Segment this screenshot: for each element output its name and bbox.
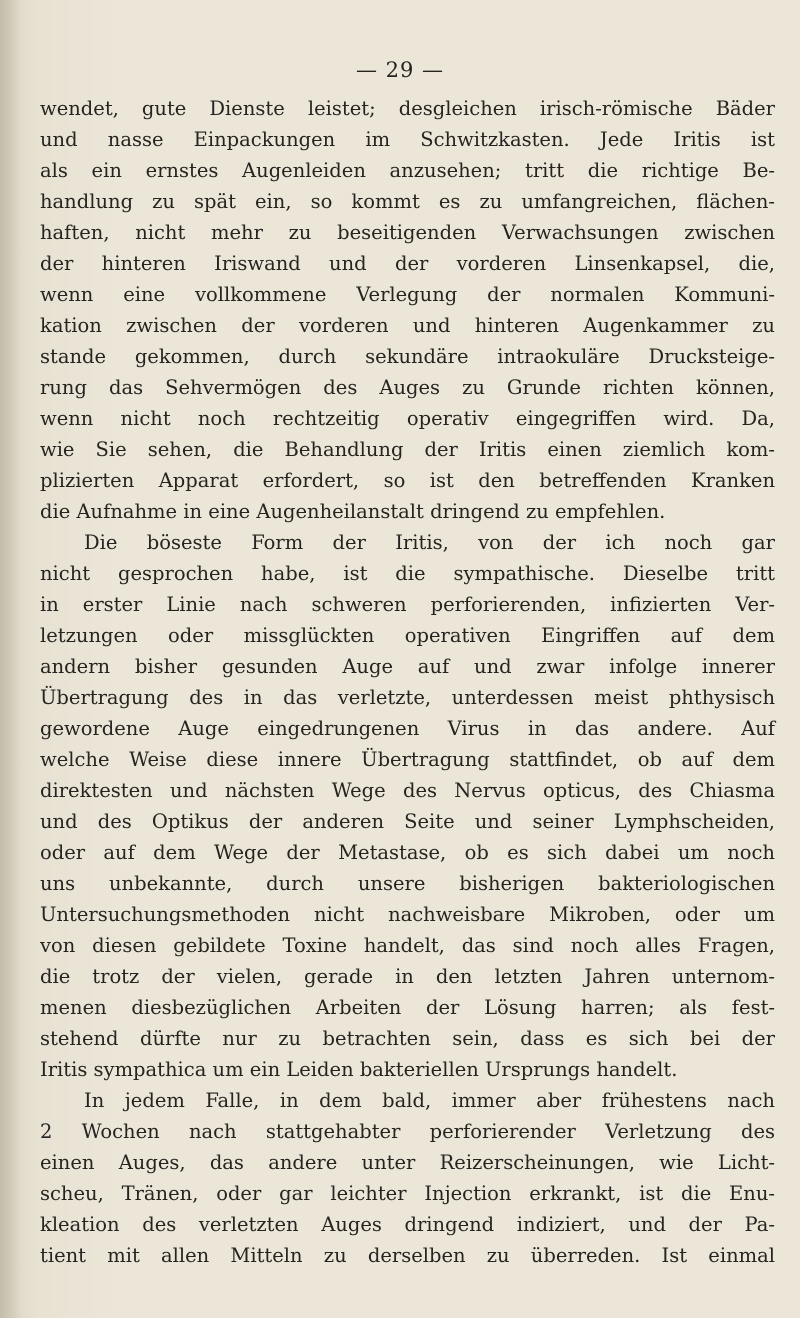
text-line: haften, nicht mehr zu beseitigenden Verwachsungen zwischen [40,221,775,244]
text-line: oder auf dem Wege der Metastase, ob es sich dabei um noch [40,841,775,864]
text-line: scheu, Tränen, oder gar leichter Injection erkrankt, ist die Enu- [40,1182,775,1205]
text-line: direktesten und nächsten Wege des Nervus opticus, des Chiasma [40,779,775,802]
binding-shadow [0,0,22,1318]
text-line: nicht gesprochen habe, ist die sympathische. Dieselbe tritt [40,562,775,585]
text-line: Iritis sympathica um ein Leiden bakteriellen Ursprungs handelt. [40,1058,678,1081]
text-line: gewordene Auge eingedrungenen Virus in das andere. Auf [40,717,775,740]
text-line: menen diesbezüglichen Arbeiten der Lösung harren; als fest- [40,996,775,1019]
text-line: letzungen oder missglückten operativen Eingriffen auf dem [40,624,775,647]
text-line: wenn eine vollkommene Verlegung der normalen Kommuni- [40,283,775,306]
text-line: einen Auges, das andere unter Reizerscheinungen, wie Licht- [40,1151,775,1174]
text-line: wendet, gute Dienste leistet; desgleichen irisch-römische Bäder [40,97,775,120]
text-line: in erster Linie nach schweren perforierenden, infizierten Ver- [40,593,775,616]
paragraph-start-line: Die böseste Form der Iritis, von der ich noch gar [84,531,775,554]
text-line: und des Optikus der anderen Seite und seiner Lymphscheiden, [40,810,775,833]
text-line: wie Sie sehen, die Behandlung der Iritis einen ziemlich kom- [40,438,775,461]
text-line: 2 Wochen nach stattgehabter perforierender Verletzung des [40,1120,775,1143]
text-line: welche Weise diese innere Übertragung stattfindet, ob auf dem [40,748,775,771]
text-line: uns unbekannte, durch unsere bisherigen bakteriologischen [40,872,775,895]
text-line: die trotz der vielen, gerade in den letzten Jahren unternom- [40,965,775,988]
text-line: andern bisher gesunden Auge auf und zwar infolge innerer [40,655,775,678]
text-line: Untersuchungsmethoden nicht nachweisbare Mikroben, oder um [40,903,775,926]
text-line: wenn nicht noch rechtzeitig operativ eingegriffen wird. Da, [40,407,775,430]
text-line: stehend dürfte nur zu betrachten sein, dass es sich bei der [40,1027,775,1050]
paragraph-start-line: In jedem Falle, in dem bald, immer aber frühestens nach [84,1089,775,1112]
text-line: die Aufnahme in eine Augenheilanstalt dringend zu empfehlen. [40,500,666,523]
text-line: Übertragung des in das verletzte, unterdessen meist phthysisch [40,686,775,709]
text-line: und nasse Einpackungen im Schwitzkasten. Jede Iritis ist [40,128,775,151]
text-line: der hinteren Iriswand und der vorderen Linsenkapsel, die, [40,252,775,275]
text-line: rung das Sehvermögen des Auges zu Grunde richten können, [40,376,775,399]
text-line: stande gekommen, durch sekundäre intraokuläre Drucksteige- [40,345,775,368]
body-text [40,93,775,1271]
text-line: plizierten Apparat erfordert, so ist den betreffenden Kranken [40,469,775,492]
page-number: — 29 — [355,58,445,82]
text-line: kleation des verletzten Auges dringend indiziert, und der Pa- [40,1213,775,1236]
text-line: von diesen gebildete Toxine handelt, das sind noch alles Fragen, [40,934,775,957]
text-line: als ein ernstes Augenleiden anzusehen; tritt die richtige Be- [40,159,775,182]
text-line: handlung zu spät ein, so kommt es zu umfangreichen, flächen- [40,190,775,213]
text-line: tient mit allen Mitteln zu derselben zu überreden. Ist einmal [40,1244,775,1267]
text-line: kation zwischen der vorderen und hinteren Augenkammer zu [40,314,775,337]
